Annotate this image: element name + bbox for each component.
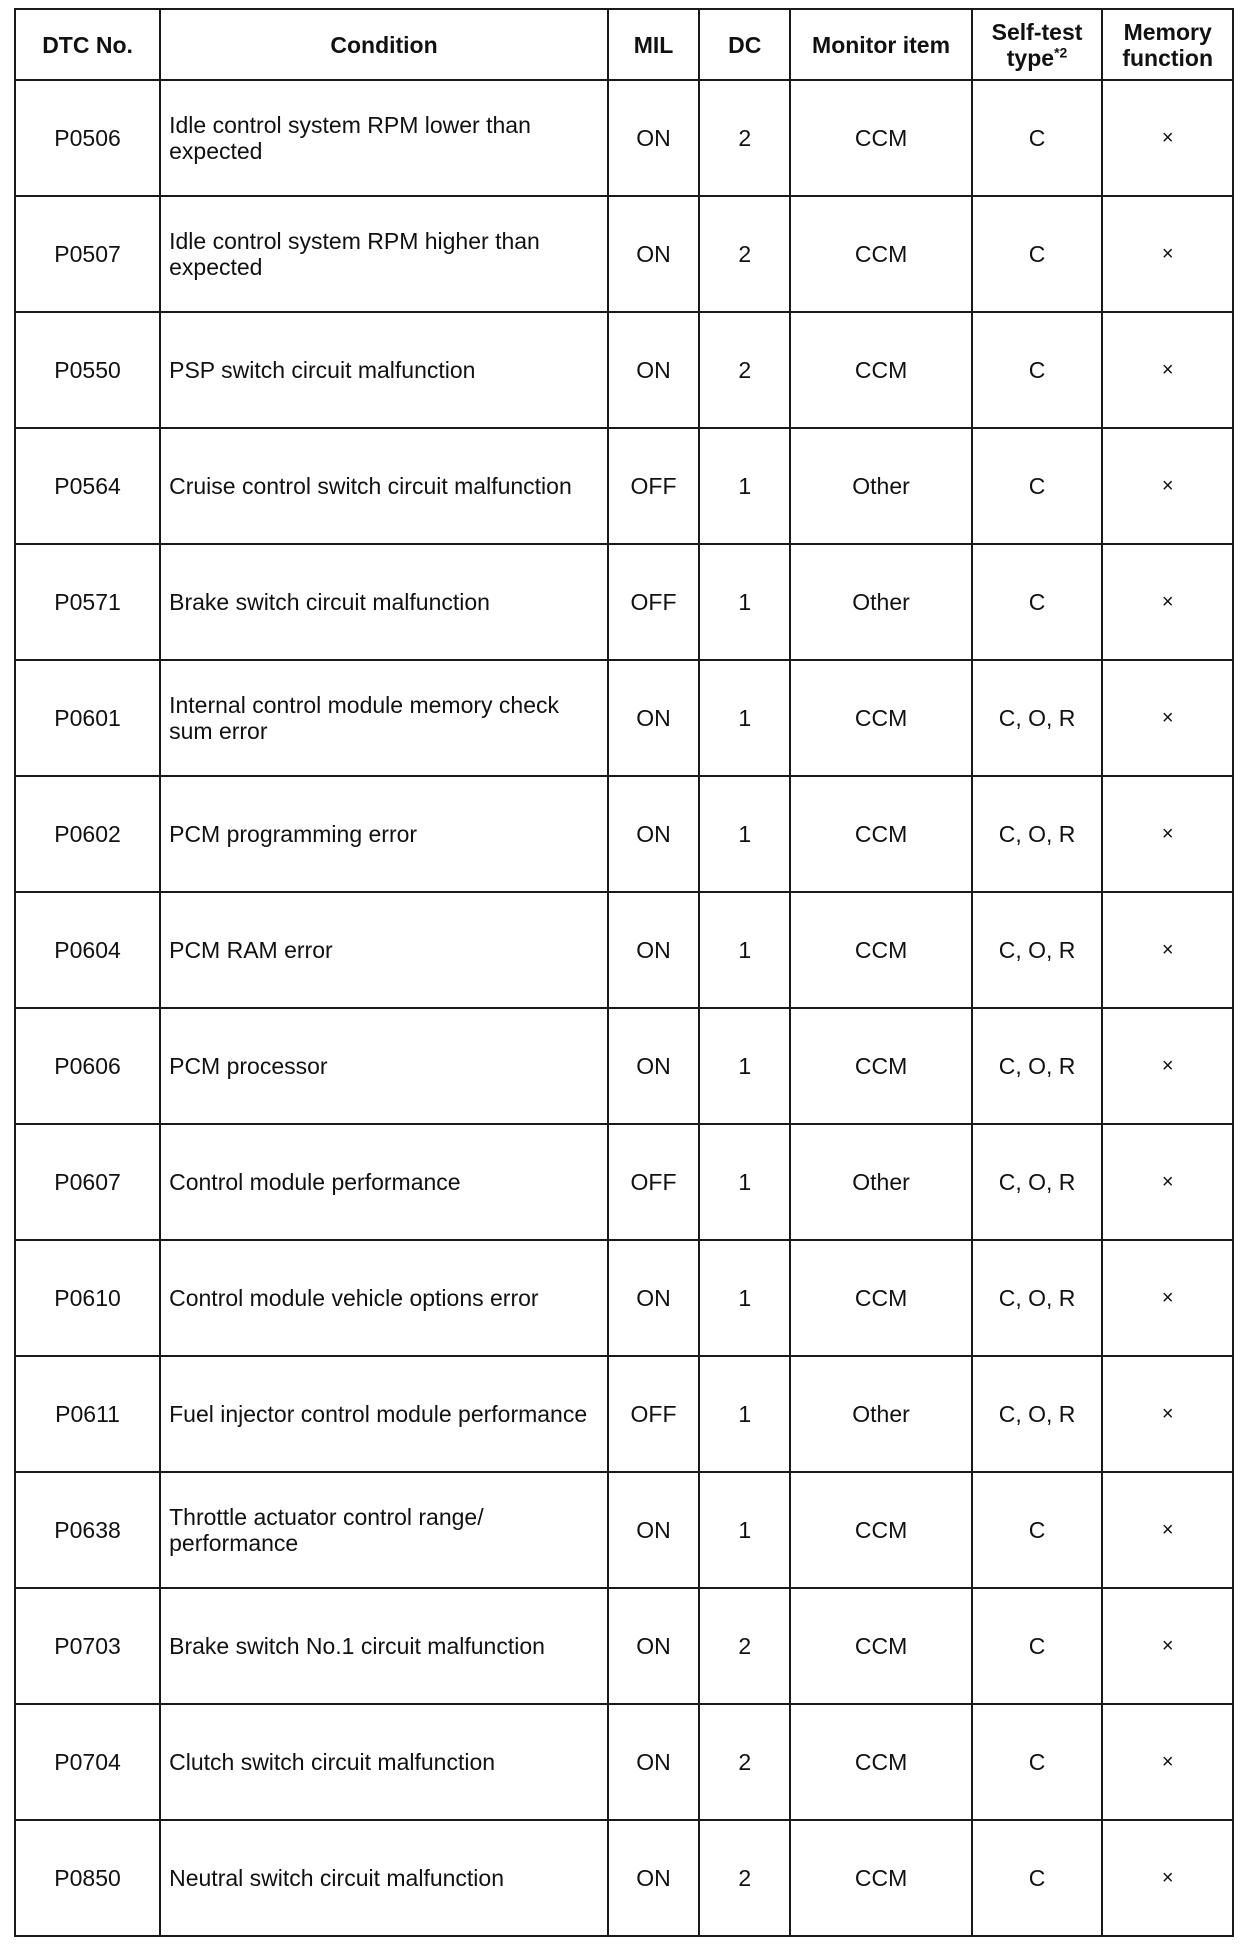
header-self-test-type	[972, 9, 1103, 80]
dtc-number: P0606	[15, 1008, 160, 1124]
dc-cell: 2	[699, 196, 790, 312]
dc-cell: 2	[699, 1704, 790, 1820]
memory-function-cell: ×	[1102, 1356, 1233, 1472]
memory-function-cell: ×	[1102, 892, 1233, 1008]
table-row	[15, 1588, 1233, 1704]
header-row	[15, 9, 1233, 80]
mil-cell: ON	[608, 1472, 699, 1588]
condition-cell: PCM processor	[160, 1008, 608, 1124]
dc-cell: 2	[699, 80, 790, 196]
condition-cell: Idle control system RPM higher than expected	[160, 196, 608, 312]
dtc-number: P0507	[15, 196, 160, 312]
mil-cell: ON	[608, 1588, 699, 1704]
dtc-number: P0610	[15, 1240, 160, 1356]
mil-cell: OFF	[608, 1356, 699, 1472]
memory-function-cell: ×	[1102, 1704, 1233, 1820]
self-test-type-cell: C, O, R	[972, 1008, 1103, 1124]
table-row	[15, 428, 1233, 544]
table-row	[15, 1008, 1233, 1124]
monitor-item-cell: CCM	[790, 1472, 971, 1588]
condition-cell: Clutch switch circuit malfunction	[160, 1704, 608, 1820]
monitor-item-cell: Other	[790, 544, 971, 660]
table-row	[15, 196, 1233, 312]
self-test-type-cell: C	[972, 1704, 1103, 1820]
dtc-number: P0571	[15, 544, 160, 660]
condition-cell: Control module vehicle options error	[160, 1240, 608, 1356]
monitor-item-cell: CCM	[790, 660, 971, 776]
condition-cell: Throttle actuator control range/ performance	[160, 1472, 608, 1588]
table-row	[15, 312, 1233, 428]
dc-cell: 2	[699, 1820, 790, 1936]
table-row	[15, 1820, 1233, 1936]
monitor-item-cell: CCM	[790, 1588, 971, 1704]
condition-cell: Idle control system RPM lower than expected	[160, 80, 608, 196]
memory-function-cell: ×	[1102, 80, 1233, 196]
mil-cell: ON	[608, 892, 699, 1008]
memory-function-cell: ×	[1102, 544, 1233, 660]
header-dtc-no: DTC No.	[15, 9, 160, 80]
condition-cell: Cruise control switch circuit malfunction	[160, 428, 608, 544]
self-test-type-cell: C, O, R	[972, 1124, 1103, 1240]
dtc-number: P0564	[15, 428, 160, 544]
memory-function-cell: ×	[1102, 1008, 1233, 1124]
monitor-item-cell: Other	[790, 1356, 971, 1472]
mil-cell: ON	[608, 1704, 699, 1820]
monitor-item-cell: Other	[790, 428, 971, 544]
memory-function-cell: ×	[1102, 1124, 1233, 1240]
table-row	[15, 1472, 1233, 1588]
dtc-number: P0703	[15, 1588, 160, 1704]
dtc-number: P0506	[15, 80, 160, 196]
memory-function-cell: ×	[1102, 776, 1233, 892]
header-condition: Condition	[160, 9, 608, 80]
monitor-item-cell: CCM	[790, 1704, 971, 1820]
dc-cell: 1	[699, 892, 790, 1008]
monitor-item-cell: CCM	[790, 312, 971, 428]
table-row	[15, 1356, 1233, 1472]
monitor-item-cell: CCM	[790, 80, 971, 196]
self-test-type-cell: C, O, R	[972, 776, 1103, 892]
dc-cell: 2	[699, 1588, 790, 1704]
dtc-number: P0704	[15, 1704, 160, 1820]
dtc-table	[14, 8, 1234, 1937]
memory-function-cell: ×	[1102, 1588, 1233, 1704]
monitor-item-cell: CCM	[790, 196, 971, 312]
header-dc: DC	[699, 9, 790, 80]
memory-function-cell: ×	[1102, 1820, 1233, 1936]
monitor-item-cell: CCM	[790, 892, 971, 1008]
memory-function-cell: ×	[1102, 196, 1233, 312]
dtc-number: P0550	[15, 312, 160, 428]
mil-cell: OFF	[608, 544, 699, 660]
mil-cell: ON	[608, 312, 699, 428]
table-row	[15, 660, 1233, 776]
header-memory-line2: function	[1122, 44, 1214, 71]
self-test-type-cell: C	[972, 1588, 1103, 1704]
header-monitor-item: Monitor item	[790, 9, 971, 80]
memory-function-cell: ×	[1102, 660, 1233, 776]
mil-cell: ON	[608, 1008, 699, 1124]
memory-function-cell: ×	[1102, 312, 1233, 428]
self-test-type-cell: C	[972, 196, 1103, 312]
table-body	[15, 80, 1233, 1936]
condition-cell: PCM programming error	[160, 776, 608, 892]
condition-cell: Brake switch No.1 circuit malfunction	[160, 1588, 608, 1704]
self-test-type-cell: C	[972, 1472, 1103, 1588]
dc-cell: 2	[699, 312, 790, 428]
dc-cell: 1	[699, 1472, 790, 1588]
condition-cell: Neutral switch circuit malfunction	[160, 1820, 608, 1936]
dtc-number: P0602	[15, 776, 160, 892]
table-row	[15, 1240, 1233, 1356]
self-test-type-cell: C	[972, 80, 1103, 196]
condition-cell: PCM RAM error	[160, 892, 608, 1008]
header-memory-function	[1102, 9, 1233, 80]
dc-cell: 1	[699, 776, 790, 892]
dtc-number: P0611	[15, 1356, 160, 1472]
monitor-item-cell: CCM	[790, 1240, 971, 1356]
self-test-type-cell: C	[972, 428, 1103, 544]
monitor-item-cell: CCM	[790, 1008, 971, 1124]
condition-cell: Control module performance	[160, 1124, 608, 1240]
dc-cell: 1	[699, 1124, 790, 1240]
monitor-item-cell: CCM	[790, 776, 971, 892]
table-row	[15, 892, 1233, 1008]
dtc-number: P0604	[15, 892, 160, 1008]
mil-cell: ON	[608, 776, 699, 892]
table-row	[15, 544, 1233, 660]
table-row	[15, 776, 1233, 892]
memory-function-cell: ×	[1102, 428, 1233, 544]
dc-cell: 1	[699, 660, 790, 776]
table-row	[15, 1704, 1233, 1820]
mil-cell: OFF	[608, 1124, 699, 1240]
mil-cell: ON	[608, 660, 699, 776]
memory-function-cell: ×	[1102, 1240, 1233, 1356]
mil-cell: ON	[608, 80, 699, 196]
dtc-number: P0850	[15, 1820, 160, 1936]
dtc-number: P0638	[15, 1472, 160, 1588]
self-test-type-cell: C, O, R	[972, 1356, 1103, 1472]
header-mil: MIL	[608, 9, 699, 80]
dc-cell: 1	[699, 1356, 790, 1472]
table-row	[15, 80, 1233, 196]
self-test-type-cell: C	[972, 1820, 1103, 1936]
condition-cell: Internal control module memory check sum error	[160, 660, 608, 776]
condition-cell: PSP switch circuit malfunction	[160, 312, 608, 428]
dtc-number: P0607	[15, 1124, 160, 1240]
monitor-item-cell: Other	[790, 1124, 971, 1240]
memory-function-cell: ×	[1102, 1472, 1233, 1588]
mil-cell: ON	[608, 1820, 699, 1936]
header-self-test-line2: type	[1006, 44, 1055, 71]
dc-cell: 1	[699, 544, 790, 660]
self-test-type-cell: C, O, R	[972, 892, 1103, 1008]
mil-cell: ON	[608, 1240, 699, 1356]
self-test-type-cell: C	[972, 312, 1103, 428]
dc-cell: 1	[699, 1240, 790, 1356]
dtc-number: P0601	[15, 660, 160, 776]
monitor-item-cell: CCM	[790, 1820, 971, 1936]
self-test-type-cell: C, O, R	[972, 1240, 1103, 1356]
header-memory-line1: Memory	[1123, 18, 1212, 45]
dc-cell: 1	[699, 1008, 790, 1124]
condition-cell: Fuel injector control module performance	[160, 1356, 608, 1472]
mil-cell: ON	[608, 196, 699, 312]
self-test-type-cell: C, O, R	[972, 660, 1103, 776]
self-test-type-cell: C	[972, 544, 1103, 660]
dc-cell: 1	[699, 428, 790, 544]
header-self-test-line1: Self-test	[991, 18, 1083, 45]
header-self-test-footnote: *2	[1054, 43, 1068, 60]
mil-cell: OFF	[608, 428, 699, 544]
condition-cell: Brake switch circuit malfunction	[160, 544, 608, 660]
table-row	[15, 1124, 1233, 1240]
